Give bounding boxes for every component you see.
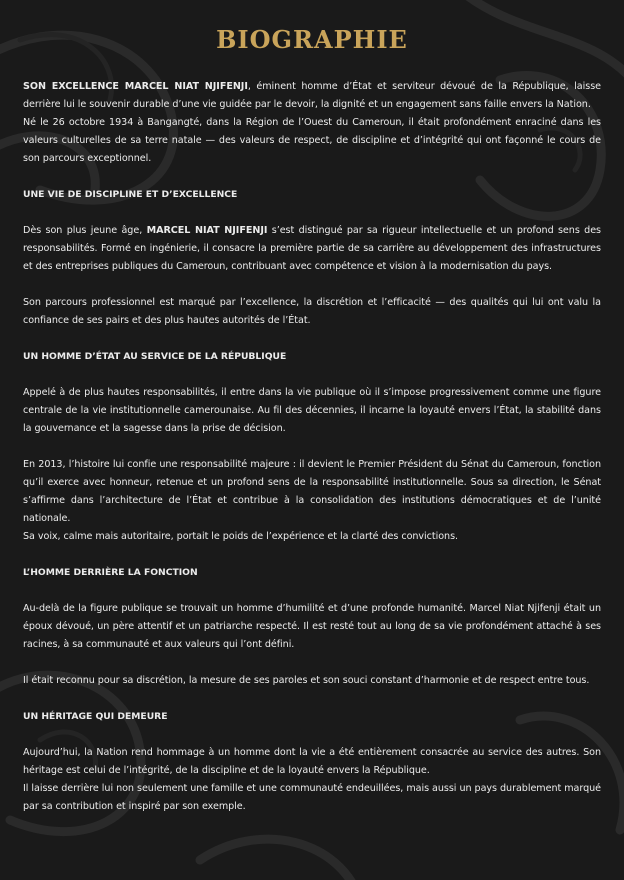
intro-paragraph: SON EXCELLENCE MARCEL NIAT NJIFENJI, éminent homme d’État et serviteur dévoué de la République, laisse derrière lui le souvenir durable d’une vie guidée par le devoir, la dignité et un engagement sans faille envers la Nation.: [23, 81, 602, 110]
page-title: BIOGRAPHIE: [216, 25, 408, 54]
section-heading: UNE VIE DE DISCIPLINE ET D’EXCELLENCE: [23, 189, 238, 200]
section-paragraph: Il laisse derrière lui non seulement une famille et une communauté endeuillées, mais aussi un pays durablement marqué par sa contribution et inspiré par son exemple.: [23, 783, 601, 812]
section-paragraph: En 2013, l’histoire lui confie une responsabilité majeure : il devient le Premier Président du Sénat du Cameroun, fonction qu’il exerce avec honneur, retenue et un profond sens de la responsabilité institutionnelle. Sous sa direction, le Sénat s’affirme dans l’architecture de l’État et contribue à la consolidation des institutions démocratiques et de l’unité nationale.: [23, 459, 601, 524]
section-paragraph: Dès son plus jeune âge, MARCEL NIAT NJIFENJI s’est distingué par sa rigueur intellectuelle et un profond sens des responsabilités. Formé en ingénierie, il consacre la première partie de sa carrière au développement des infrastructures et des entreprises publiques du Cameroun, contribuant avec compétence et vision à la modernisation du pays.: [23, 225, 601, 272]
section-heading: UN HÉRITAGE QUI DEMEURE: [23, 711, 168, 722]
section-paragraph: Son parcours professionnel est marqué par l’excellence, la discrétion et l’efficacité — des qualités qui lui ont valu la confiance de ses pairs et des plus hautes autorités de l’État.: [23, 297, 601, 326]
section-paragraph: Appelé à de plus hautes responsabilités, il entre dans la vie publique où il s’impose progressivement comme une figure centrale de la vie institutionnelle camerounaise. Au fil des décennies, il incarne la loyauté envers l’État, la stabilité dans la gouvernance et la sagesse dans la prise de décision.: [23, 387, 601, 434]
honoree-name: MARCEL NIAT NJIFENJI: [146, 225, 268, 236]
section-paragraph: Il était reconnu pour sa discrétion, la mesure de ses paroles et son souci constant d’harmonie et de respect entre tous.: [23, 675, 590, 686]
section-paragraph: Aujourd’hui, la Nation rend hommage à un homme dont la vie a été entièrement consacrée au service des autres. Son héritage est celui de l’intégrité, de la discipline et de la loyauté envers la République.: [23, 747, 601, 776]
biography-page: [23, 26, 601, 816]
section-paragraph: Sa voix, calme mais autoritaire, portait le poids de l’expérience et la clarté des convictions.: [23, 531, 459, 542]
section-heading: UN HOMME D’ÉTAT AU SERVICE DE LA RÉPUBLIQUE: [23, 351, 287, 362]
section-paragraph: Au-delà de la figure publique se trouvait un homme d’humilité et d’une profonde humanité. Marcel Niat Njifenji était un époux dévoué, un père attentif et un patriarche respecté. Il est resté tout au long de sa vie profondément attaché à ses racines, à sa communauté et aux valeurs qui l’ont défini.: [23, 603, 601, 650]
section-heading: L’HOMME DERRIÈRE LA FONCTION: [23, 567, 198, 578]
birth-paragraph: Né le 26 octobre 1934 à Bangangté, dans la Région de l’Ouest du Cameroun, il était profondément enraciné dans les valeurs culturelles de sa terre natale — des valeurs de respect, de discipline et d’intégrité qui ont façonné le cours de son parcours exceptionnel.: [23, 117, 601, 164]
honoree-name: SON EXCELLENCE MARCEL NIAT NJIFENJI: [23, 81, 248, 92]
